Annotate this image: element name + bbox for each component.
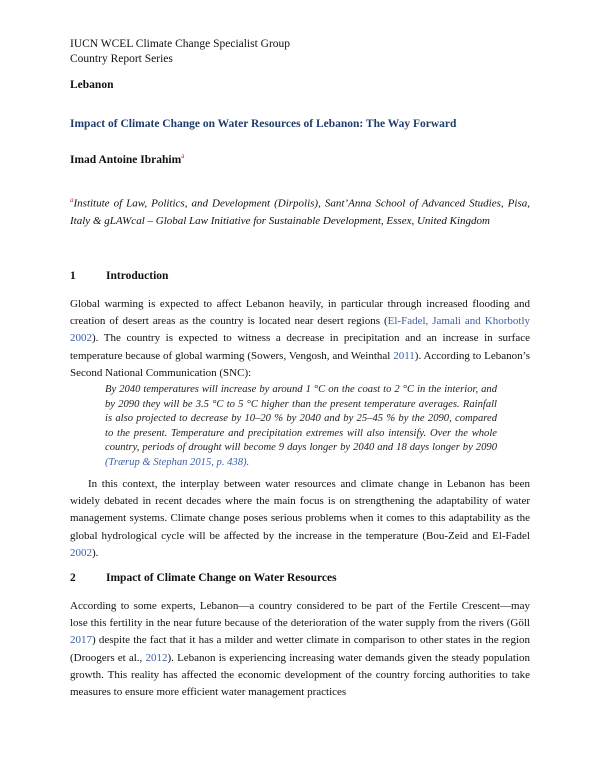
quote-text: By 2040 temperatures will increase by around 1 °C on the coast to 2 °C in the interior, and by 2090 they will be 3.5 °C to 5 °C higher than the present temperature averages. Rainfall is also projected to decrease by 10–20 % by 2040 and by 25–45 % by the 2090, compared to the present. Temperature and precipitation extremes will also intensify. Over the whole country, periods of drought will become 9 days longer by 2040 and 18 days longer by 2090 — [105, 384, 497, 454]
block-quote — [105, 383, 497, 471]
section-1-number: 1 — [70, 270, 76, 282]
section-1-paragraph-2 — [70, 476, 530, 562]
citation-link[interactable]: El-Fadel, Jamali and Khorbotly 2002 — [70, 315, 530, 345]
paragraph-text: ) despite the fact that it has a milder and wetter climate in comparison to other states in the region (Droogers et al., — [70, 634, 530, 664]
header-line-2: Country Report Series — [70, 53, 173, 65]
paragraph-text: ). — [92, 546, 99, 559]
citation-link[interactable]: 2002 — [70, 546, 92, 559]
author-marker: a — [181, 152, 185, 160]
section-1-paragraph-1 — [70, 296, 530, 382]
citation-link[interactable]: 2017 — [70, 634, 92, 647]
paper-title: Impact of Climate Change on Water Resources of Lebanon: The Way Forward — [70, 118, 457, 130]
running-header — [70, 37, 290, 67]
country-label: Lebanon — [70, 79, 114, 91]
section-2-paragraph-1 — [70, 598, 530, 701]
citation-link[interactable]: 2012 — [145, 651, 168, 664]
section-2-number: 2 — [70, 572, 76, 584]
citation-link[interactable]: 2011 — [393, 349, 415, 362]
paragraph-text: In this context, the interplay between water resources and climate change in Lebanon has been widely debated in recent decades where the main focus is on strengthening the adaptability of water management systems. Climate change poses serious problems when it comes to this adaptability as the global hydrological cycle will be affected by the increase in the temperature (Bou-Zeid and El-Fadel — [70, 478, 530, 542]
paragraph-text: ). According to Lebanon’s Second National Communication (SNC): — [70, 349, 530, 379]
header-line-1: IUCN WCEL Climate Change Specialist Group — [70, 38, 291, 50]
affiliation-marker: a — [70, 196, 74, 204]
paragraph-text: According to some experts, Lebanon—a country considered to be part of the Fertile Crescent—may lose this fertility in the near future because of the deterioration of the water supply from the rivers (Göll — [70, 600, 530, 630]
section-2-title: Impact of Climate Change on Water Resources — [106, 572, 337, 584]
paragraph-text: ). Lebanon is experiencing increasing water demands given the steady population growth. This reality has affected the economic development of the country forcing authorities to take measures to ensure more efficient water management practices — [70, 651, 530, 699]
section-1-title: Introduction — [106, 270, 169, 282]
paragraph-text: Global warming is expected to affect Lebanon heavily, in particular through increased flooding and creation of desert areas as the country is located near desert regions ( — [70, 298, 530, 328]
affiliation-text: Institute of Law, Politics, and Development (Dirpolis), Sant’Anna School of Advanced Studies, Pisa, Italy & gLAWcal – Global Law Initiative for Sustainable Development, Essex, United Kingdom — [70, 197, 530, 227]
quote-citation[interactable]: (Trærup & Stephan 2015, p. 438). — [105, 456, 250, 468]
author-line — [70, 152, 184, 166]
paragraph-text: ). The country is expected to witness a decrease in precipitation and an increase in surface temperature because of global warming (Sowers, Vengosh, and Weinthal — [70, 332, 530, 362]
affiliation — [70, 192, 530, 230]
section-2-heading — [70, 572, 337, 584]
section-1-heading — [70, 270, 168, 282]
author-name: Imad Antoine Ibrahim — [70, 153, 182, 166]
